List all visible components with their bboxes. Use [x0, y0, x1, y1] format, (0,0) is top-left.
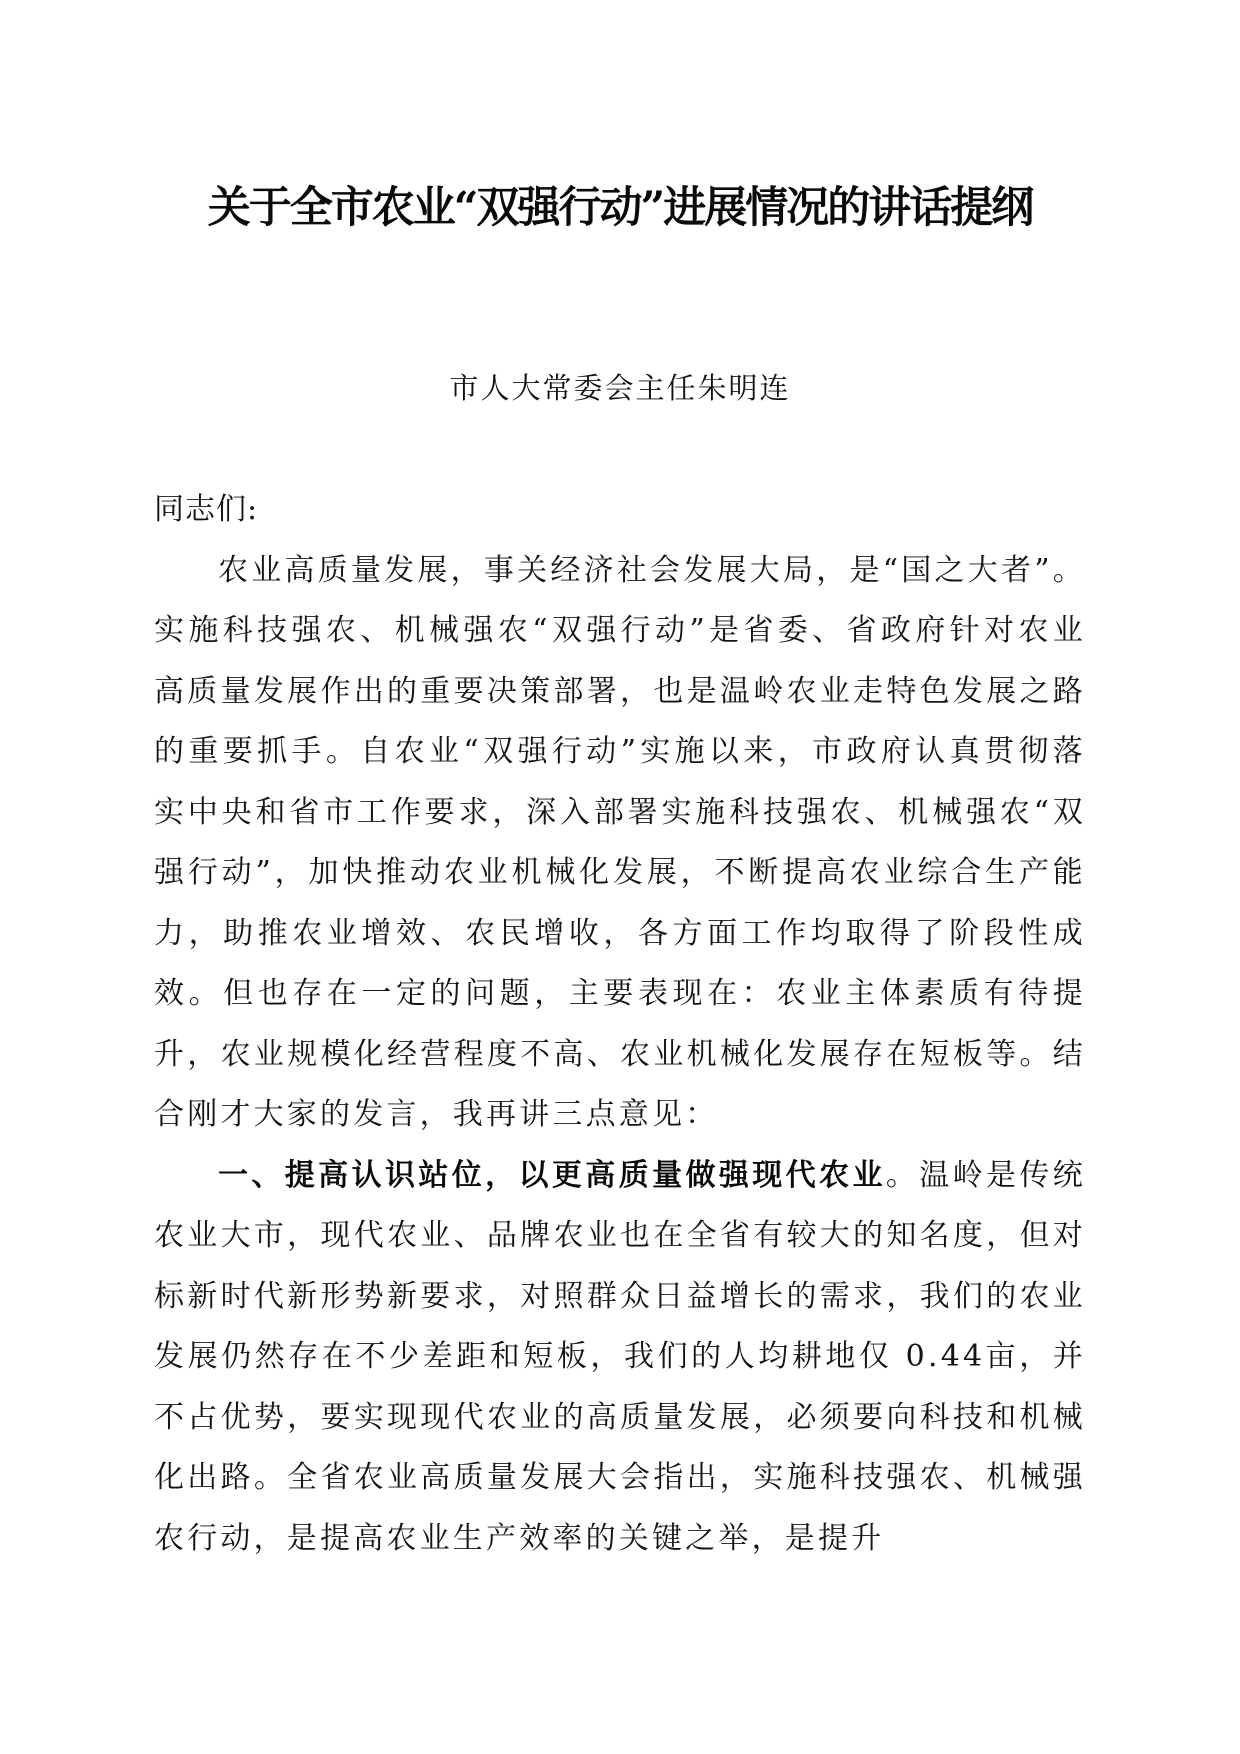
document-body [154, 480, 1086, 1569]
document-title: 关于全市农业“双强行动”进展情况的讲话提纲 [207, 183, 1033, 233]
section-one-heading: 一、提高认识站位，以更高质量做强现代农业 [218, 1157, 886, 1193]
section-one-paragraph [154, 1146, 1086, 1570]
document-author: 市人大常委会主任朱明连 [449, 371, 791, 405]
intro-paragraph: 农业高质量发展，事关经济社会发展大局，是“国之大者”。实施科技强农、机械强农“双强行动”是省委、省政府针对农业高质量发展作出的重要决策部署，也是温岭农业走特色发展之路的重要抓手。自农业“双强行动”实施以来，市政府认真贯彻落实中央和省市工作要求，深入部署实施科技强农、机械强农“双强行动”，加快推动农业机械化发展，不断提高农业综合生产能力，助推农业增效、农民增收，各方面工作均取得了阶段性成效。但也存在一定的问题，主要表现在：农业主体素质有待提升，农业规模化经营程度不高、农业机械化发展存在短板等。结合刚才大家的发言，我再讲三点意见： [154, 552, 1086, 1132]
section-one-text: 。温岭是传统农业大市，现代农业、品牌农业也在全省有较大的知名度，但对标新时代新形势新要求，对照群众日益增长的需求，我们的农业发展仍然存在不少差距和短板，我们的人均耕地仅 0.44亩，并不占优势，要实现现代农业的高质量发展，必须要向科技和机械化出路。全省农业高质量发展大会指出，实施科技强农、机械强农行动，是提高农业生产效率的关键之举，是提升 [154, 1157, 1087, 1556]
salutation: 同志们: [154, 492, 259, 527]
